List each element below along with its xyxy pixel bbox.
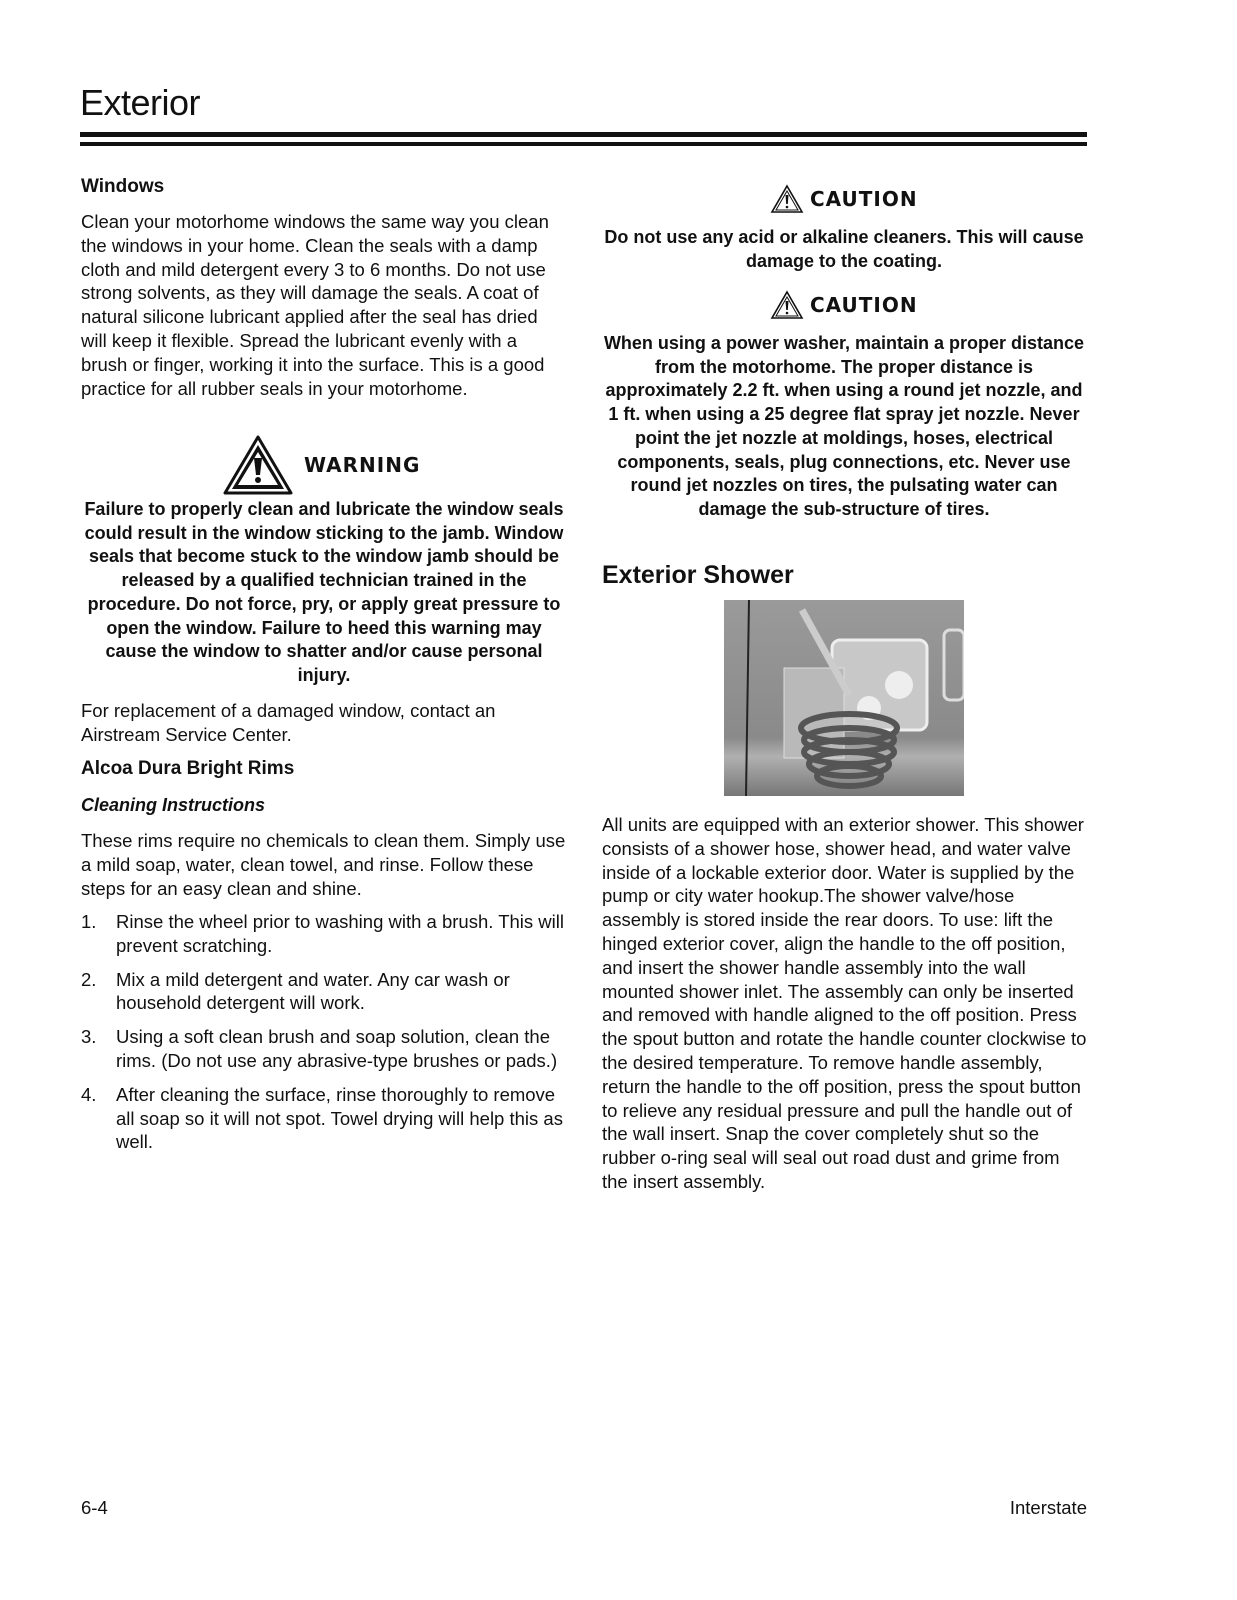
step-text: After cleaning the surface, rinse thoroughly to remove all soap so it will not spot. Towel drying will help this as well. bbox=[116, 1083, 563, 1153]
step-number: 1. bbox=[81, 911, 97, 932]
windows-heading: Windows bbox=[81, 176, 165, 197]
shower-paragraph: All units are equipped with an exterior shower. This shower consists of a shower hose, shower head, and water valve inside of a lockable exterior door. Water is supplied by the pump or city water hookup.The shower valve/hose assembly is stored inside the rear doors. To use: lift the hinged exterior cover, align the handle to the off position, and insert the shower handle assembly into the wall mounted shower inlet. The assembly can only be inserted and removed with handle aligned to the off position. Press the spout button and rotate the handle counter clockwise to the desired temperature. To remove handle assembly, return the handle to the off position, press the spout button to relieve any residual pressure and pull the handle out of the wall insert. Snap the cover completely shut so the rubber o-ring seal will seal out road dust and grime from the insert assembly. bbox=[602, 814, 1087, 1192]
warning-header bbox=[222, 434, 420, 496]
replacement-paragraph: For replacement of a damaged window, contact an Airstream Service Center. bbox=[81, 700, 496, 745]
caution-label: CAUTION bbox=[810, 293, 918, 317]
cleaning-subheading: Cleaning Instructions bbox=[81, 795, 266, 815]
caution-header bbox=[770, 290, 918, 320]
cleaning-steps-list bbox=[81, 910, 566, 1164]
caution-text: Do not use any acid or alkaline cleaners. This will cause damage to the coating. bbox=[604, 227, 1084, 271]
warning-label: WARNING bbox=[304, 453, 421, 477]
step-number: 2. bbox=[81, 968, 97, 990]
windows-paragraph: Clean your motorhome windows the same way you clean the windows in your home. Clean the seals with a damp cloth and mild detergent every 3 to 6 months. Do not use strong solvents, as they will damage the seals. A coat of natural silicone lubricant applied after the seal has dried will keep it flexible. Spread the lubricant evenly with a brush or finger, working it into the surface. This is a good practice for all rubber seals in your motorhome. bbox=[81, 211, 549, 399]
rims-heading: Alcoa Dura Bright Rims bbox=[81, 758, 295, 779]
list-item bbox=[81, 910, 566, 958]
caution-triangle-icon bbox=[770, 290, 804, 320]
step-number: 4. bbox=[81, 1083, 97, 1105]
header-rule bbox=[80, 142, 1087, 146]
step-text: Rinse the wheel prior to washing with a brush. This will prevent scratching. bbox=[116, 911, 564, 956]
model-name: Interstate bbox=[1009, 1497, 1087, 1518]
header-rule bbox=[80, 132, 1087, 137]
page-number: 6-4 bbox=[81, 1497, 108, 1518]
exterior-shower-photo bbox=[724, 600, 964, 796]
list-item bbox=[81, 1083, 566, 1154]
page-title: Exterior bbox=[80, 82, 201, 123]
list-item bbox=[81, 968, 566, 1016]
step-text: Using a soft clean brush and soap solution, clean the rims. (Do not use any abrasive-type brushes or pads.) bbox=[116, 1026, 558, 1071]
warning-triangle-icon bbox=[222, 434, 294, 496]
step-text: Mix a mild detergent and water. Any car wash or household detergent will work. bbox=[116, 968, 510, 1014]
rims-paragraph: These rims require no chemicals to clean them. Simply use a mild soap, water, clean towel, and rinse. Follow these steps for an easy clean and shine. bbox=[81, 830, 566, 899]
caution-header bbox=[770, 184, 918, 214]
caution-label: CAUTION bbox=[810, 187, 918, 211]
caution-text: When using a power washer, maintain a proper distance from the motorhome. The proper distance is approximately 2.2 ft. when using a round jet nozzle, and 1 ft. when using a 25 degree flat spray jet nozzle. Never point the jet nozzle at moldings, hoses, electrical components, seals, plug connections, etc. Never use round jet nozzles on tires, the pulsating water can damage the sub-structure of tires. bbox=[603, 333, 1085, 519]
warning-text: Failure to properly clean and lubricate the window seals could result in the window sticking to the jamb. Window seals that become stuck to the window jamb should be released by a qualified technician trained in the procedure. Do not force, pry, or apply great pressure to open the window. Failure to heed this warning may cause the window to shatter and/or cause personal injury. bbox=[84, 499, 564, 685]
caution-triangle-icon bbox=[770, 184, 804, 214]
step-number: 3. bbox=[81, 1026, 97, 1048]
exterior-shower-heading: Exterior Shower bbox=[602, 561, 794, 589]
list-item bbox=[81, 1025, 566, 1073]
